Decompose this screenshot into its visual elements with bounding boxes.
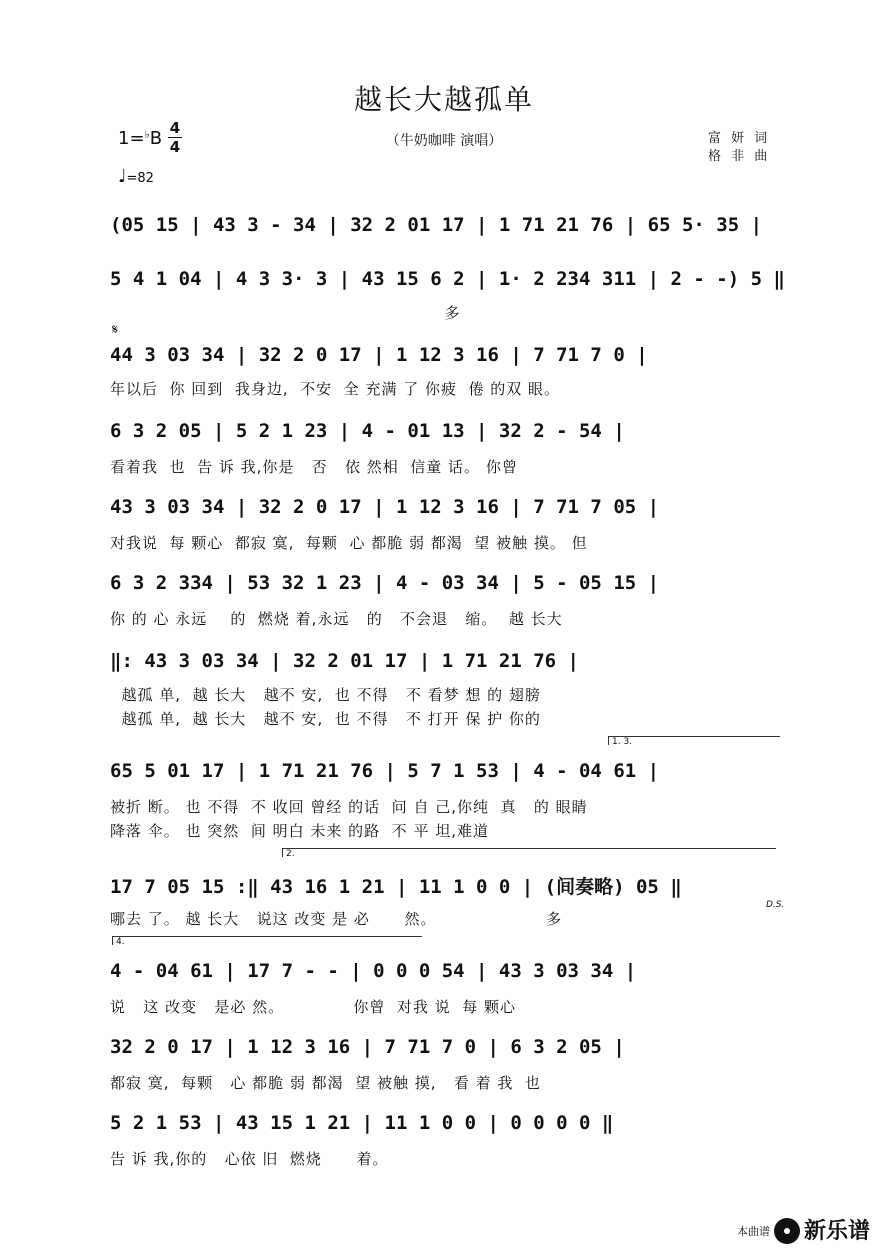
notation-line: 5 2 1 53 | 43 15 1 21 | 11 1 0 0 | 0 0 0 0 ‖ [110,1112,614,1134]
lyric-line: 说 这 改变 是必 然。 你曾 对我 说 每 颗心 [110,998,516,1016]
lyric-line: 你 的 心 永远 的 燃烧 着,永远 的 不会退 缩。 越 长大 [110,610,563,628]
lyric-line: 都寂 寞, 每颗 心 都脆 弱 都渴 望 被触 摸, 看 着 我 也 [110,1074,541,1092]
notation-line: 4 - 04 61 | 17 7 - - | 0 0 0 54 | 43 3 03 34 | [110,960,637,982]
lyricist-credit: 富 妍 词 [708,131,771,146]
key-signature: 1=♭B [118,128,163,149]
lyric-line: 哪去 了。 越 长大 说这 改变 是 必 然。 多 [110,910,563,928]
volta-bracket: 2. [282,848,776,857]
quarter-note-icon: ♩ [118,166,127,187]
segno-icon: 𝄋 [112,322,119,338]
notation-line: 6 3 2 334 | 53 32 1 23 | 4 - 03 34 | 5 - 05 15 | [110,572,660,594]
record-disc-icon [774,1218,800,1244]
lyric-line: 对我说 每 颗心 都寂 寞, 每颗 心 都脆 弱 都渴 望 被触 摸。 但 [110,534,588,552]
composer-credit: 格 非 曲 [708,149,771,164]
lyric-line: 年以后 你 回到 我身边, 不安 全 充满 了 你疲 倦 的双 眼。 [110,380,561,398]
notation-line: 43 3 03 34 | 32 2 0 17 | 1 12 3 16 | 7 71 7 05 | [110,496,660,518]
lyric-line: 越孤 单, 越 长大 越不 安, 也 不得 不 打开 保 护 你的 [110,710,541,728]
performer-line: （牛奶咖啡 演唱） [385,133,503,149]
ds-marking: D.S. [766,900,785,910]
notation-line: 17 7 05 15 :‖ 43 16 1 21 | 11 1 0 0 | (间奏略) 05 ‖ [110,876,682,898]
tempo-marking: ♩=82 [118,166,154,187]
lyric-line: 降落 伞。 也 突然 间 明白 未来 的路 不 平 坦,难道 [110,822,489,840]
lyric-line: 告 诉 我,你的 心依 旧 燃烧 着。 [110,1150,389,1168]
notation-line: 65 5 01 17 | 1 71 21 76 | 5 7 1 53 | 4 - 04 61 | [110,760,660,782]
lyric-line: 多 [110,304,461,322]
notation-line: 6 3 2 05 | 5 2 1 23 | 4 - 01 13 | 32 2 - 54 | [110,420,625,442]
volta-bracket: 1. 3. [608,736,780,745]
lyric-line: 越孤 单, 越 长大 越不 安, 也 不得 不 看梦 想 的 翅膀 [110,686,541,704]
volta-bracket: 4. [112,936,422,945]
notation-line: (05 15 | 43 3 - 34 | 32 2 01 17 | 1 71 21 76 | 65 5· 35 | [110,214,763,236]
notation-line: ‖: 43 3 03 34 | 32 2 01 17 | 1 71 21 76 | [110,650,579,672]
lyric-line: 被折 断。 也 不得 不 收回 曾经 的话 问 自 己,你纯 真 的 眼睛 [110,798,588,816]
song-title: 越长大越孤单 [353,83,534,116]
notation-line: 32 2 0 17 | 1 12 3 16 | 7 71 7 0 | 6 3 2 05 | [110,1036,625,1058]
site-logo: 本曲谱 新乐谱 [736,1219,870,1244]
lyric-line: 看着我 也 告 诉 我,你是 否 依 然相 信童 话。 你曾 [110,458,518,476]
notation-line: 5 4 1 04 | 4 3 3· 3 | 43 15 6 2 | 1· 2 234 311 | 2 - -) 5 ‖ [110,268,785,290]
credits [708,130,770,166]
notation-line: 44 3 03 34 | 32 2 0 17 | 1 12 3 16 | 7 71 7 0 | [110,344,648,366]
time-signature: 4 4 [169,119,181,156]
